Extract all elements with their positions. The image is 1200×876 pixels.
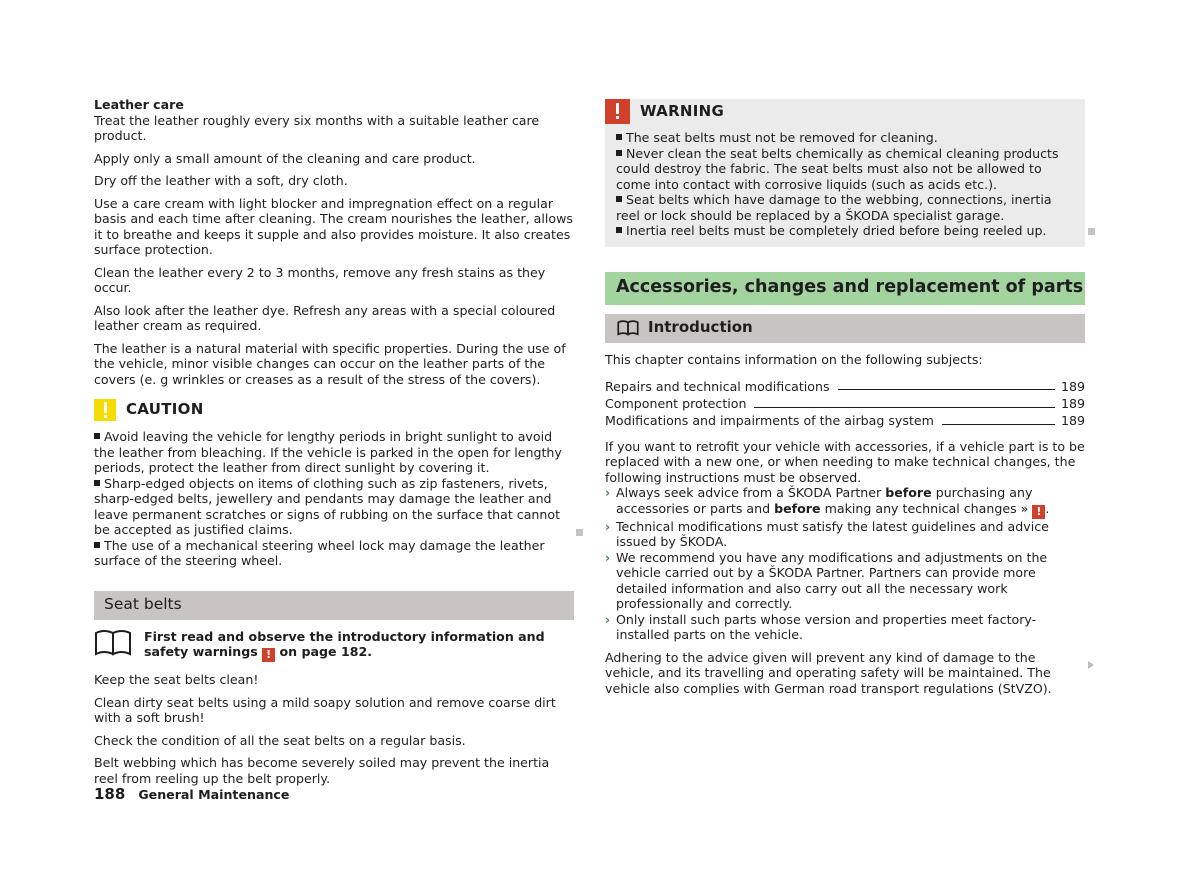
bullet-square-icon xyxy=(616,227,622,233)
warning-exclamation-icon[interactable]: ! xyxy=(1032,505,1045,519)
caution-item: The use of a mechanical steering wheel lock may damage the leather surface of the steering wheel. xyxy=(94,537,545,568)
caution-item: Avoid leaving the vehicle for lengthy periods in bright sunlight to avoid the leather from bleaching. If the vehicle is parked in the open for lengthy periods, protect the leather from direct sunlight by covering it. xyxy=(94,429,562,475)
warning-item: Inertia reel belts must be completely dried before being reeled up. xyxy=(616,223,1073,239)
caution-header xyxy=(94,399,574,421)
introduction-header xyxy=(605,314,1085,343)
page-number: 188 xyxy=(94,785,126,803)
toc-row[interactable]: Component protection 189 xyxy=(605,396,1085,412)
leather-care-heading: Leather care xyxy=(94,97,184,112)
open-book-icon xyxy=(94,629,132,657)
section-end-marker xyxy=(576,529,583,536)
read-first-note xyxy=(94,629,574,663)
arrow-bullet-icon: › xyxy=(605,549,611,565)
paragraph: If you want to retrofit your vehicle with accessories, if a vehicle part is to be replaced with a new one, or when needing to make technical changes, the following instructions must be observed. xyxy=(605,438,1085,485)
instruction-item: › Only install such parts whose version and properties meet factory-installed parts on the vehicle. xyxy=(605,611,1037,643)
caution-list xyxy=(94,429,574,569)
paragraph: The leather is a natural material with specific properties. During the use of the vehicle, minor visible changes can occur on the leather parts of the covers (e. g wrinkles or creases as a result of the stress of the covers). xyxy=(94,340,566,387)
warning-exclamation-icon: ! xyxy=(262,648,275,662)
paragraph: Adhering to the advice given will prevent any kind of damage to the vehicle, and its travelling and operating safety will be maintained. The vehicle also complies with German road transport regulations (StVZO). xyxy=(605,649,1052,696)
toc-row[interactable]: Repairs and technical modifications 189 xyxy=(605,378,1085,394)
paragraph: Clean the leather every 2 to 3 months, remove any fresh stains as they occur. xyxy=(94,264,546,295)
warning-item: The seat belts must not be removed for cleaning. xyxy=(616,130,1073,146)
paragraph: Dry off the leather with a soft, dry cloth. xyxy=(94,173,348,188)
caution-item: Sharp-edged objects on items of clothing such as zip fasteners, rivets, sharp-edged belts, jewellery and pendants may damage the leather and leave permanent scratches or signs of rubbing on the surface that cannot be accepted as justified claims. xyxy=(94,475,561,537)
left-column xyxy=(94,97,574,793)
bullet-square-icon xyxy=(94,433,100,439)
caution-title: CAUTION xyxy=(126,400,204,419)
introduction-title: Introduction xyxy=(648,318,753,337)
instruction-item: › We recommend you have any modifications and adjustments on the vehicle carried out by a ŠKODA Partner. Partners can provide more detailed information and also carry out all the necessary work professionally and correctly. xyxy=(605,549,1048,612)
paragraph: Use a care cream with light blocker and impregnation effect on a regular basis and each time after cleaning. The cream nourishes the leather, allows it to breathe and keeps it supple and also provides moisture. It also creates surface protection. xyxy=(94,195,573,257)
paragraph: Keep the seat belts clean! xyxy=(94,672,259,687)
instruction-item: › Always seek advice from a ŠKODA Partner before purchasing any accessories or parts and before making any technical changes » ! . xyxy=(605,485,1050,518)
paragraph: Also look after the leather dye. Refresh any areas with a special coloured leather cream as required. xyxy=(94,302,556,333)
bullet-square-icon xyxy=(616,196,622,202)
footer-section-title: General Maintenance xyxy=(138,787,290,802)
paragraph: Apply only a small amount of the cleaning and care product. xyxy=(94,150,476,166)
arrow-bullet-icon: › xyxy=(605,485,611,501)
instruction-item: › Technical modifications must satisfy the latest guidelines and advice issued by ŠKODA. xyxy=(605,518,1049,550)
warning-box xyxy=(605,99,1085,247)
toc-row[interactable]: Modifications and impairments of the airbag system 189 xyxy=(605,413,1085,429)
paragraph: Clean dirty seat belts using a mild soapy solution and remove coarse dirt with a soft brush! xyxy=(94,694,556,725)
paragraph: This chapter contains information on the following subjects: xyxy=(605,351,983,367)
open-book-icon xyxy=(617,320,639,336)
read-first-page-ref: on page 182. xyxy=(279,644,373,659)
chapter-title: Accessories, changes and replacement of parts xyxy=(605,272,1085,305)
warning-title: WARNING xyxy=(640,101,725,120)
warning-item: Seat belts which have damage to the webbing, connections, inertia reel or lock should be replaced by a ŠKODA specialist garage. xyxy=(616,192,1052,223)
section-end-marker xyxy=(1088,228,1095,235)
bullet-square-icon xyxy=(616,134,622,140)
warning-icon xyxy=(605,99,630,124)
paragraph: Check the condition of all the seat belts on a regular basis. xyxy=(94,732,466,748)
warning-header xyxy=(605,99,1085,124)
caution-icon xyxy=(94,399,116,421)
arrow-bullet-icon: › xyxy=(605,611,611,627)
paragraph: Treat the leather roughly every six months with a suitable leather care product. xyxy=(94,112,540,143)
continue-arrow-icon xyxy=(1088,661,1094,669)
seat-belts-section-title: Seat belts xyxy=(94,591,574,620)
right-column xyxy=(605,99,1085,703)
warning-list xyxy=(605,124,1085,239)
bullet-square-icon xyxy=(94,480,100,486)
read-first-text: First read and observe the introductory information and safety warnings xyxy=(144,628,545,659)
bullet-square-icon xyxy=(94,542,100,548)
paragraph: Belt webbing which has become severely soiled may prevent the inertia reel from reeling up the belt properly. xyxy=(94,755,550,786)
table-of-contents xyxy=(605,377,1085,429)
arrow-bullet-icon: › xyxy=(605,518,611,534)
warning-item: Never clean the seat belts chemically as chemical cleaning products could destroy the fabric. The seat belts must also not be allowed to come into contact with corrosive liquids (such as acids etc.). xyxy=(616,145,1059,192)
bullet-square-icon xyxy=(616,150,622,156)
page-footer xyxy=(94,785,289,803)
